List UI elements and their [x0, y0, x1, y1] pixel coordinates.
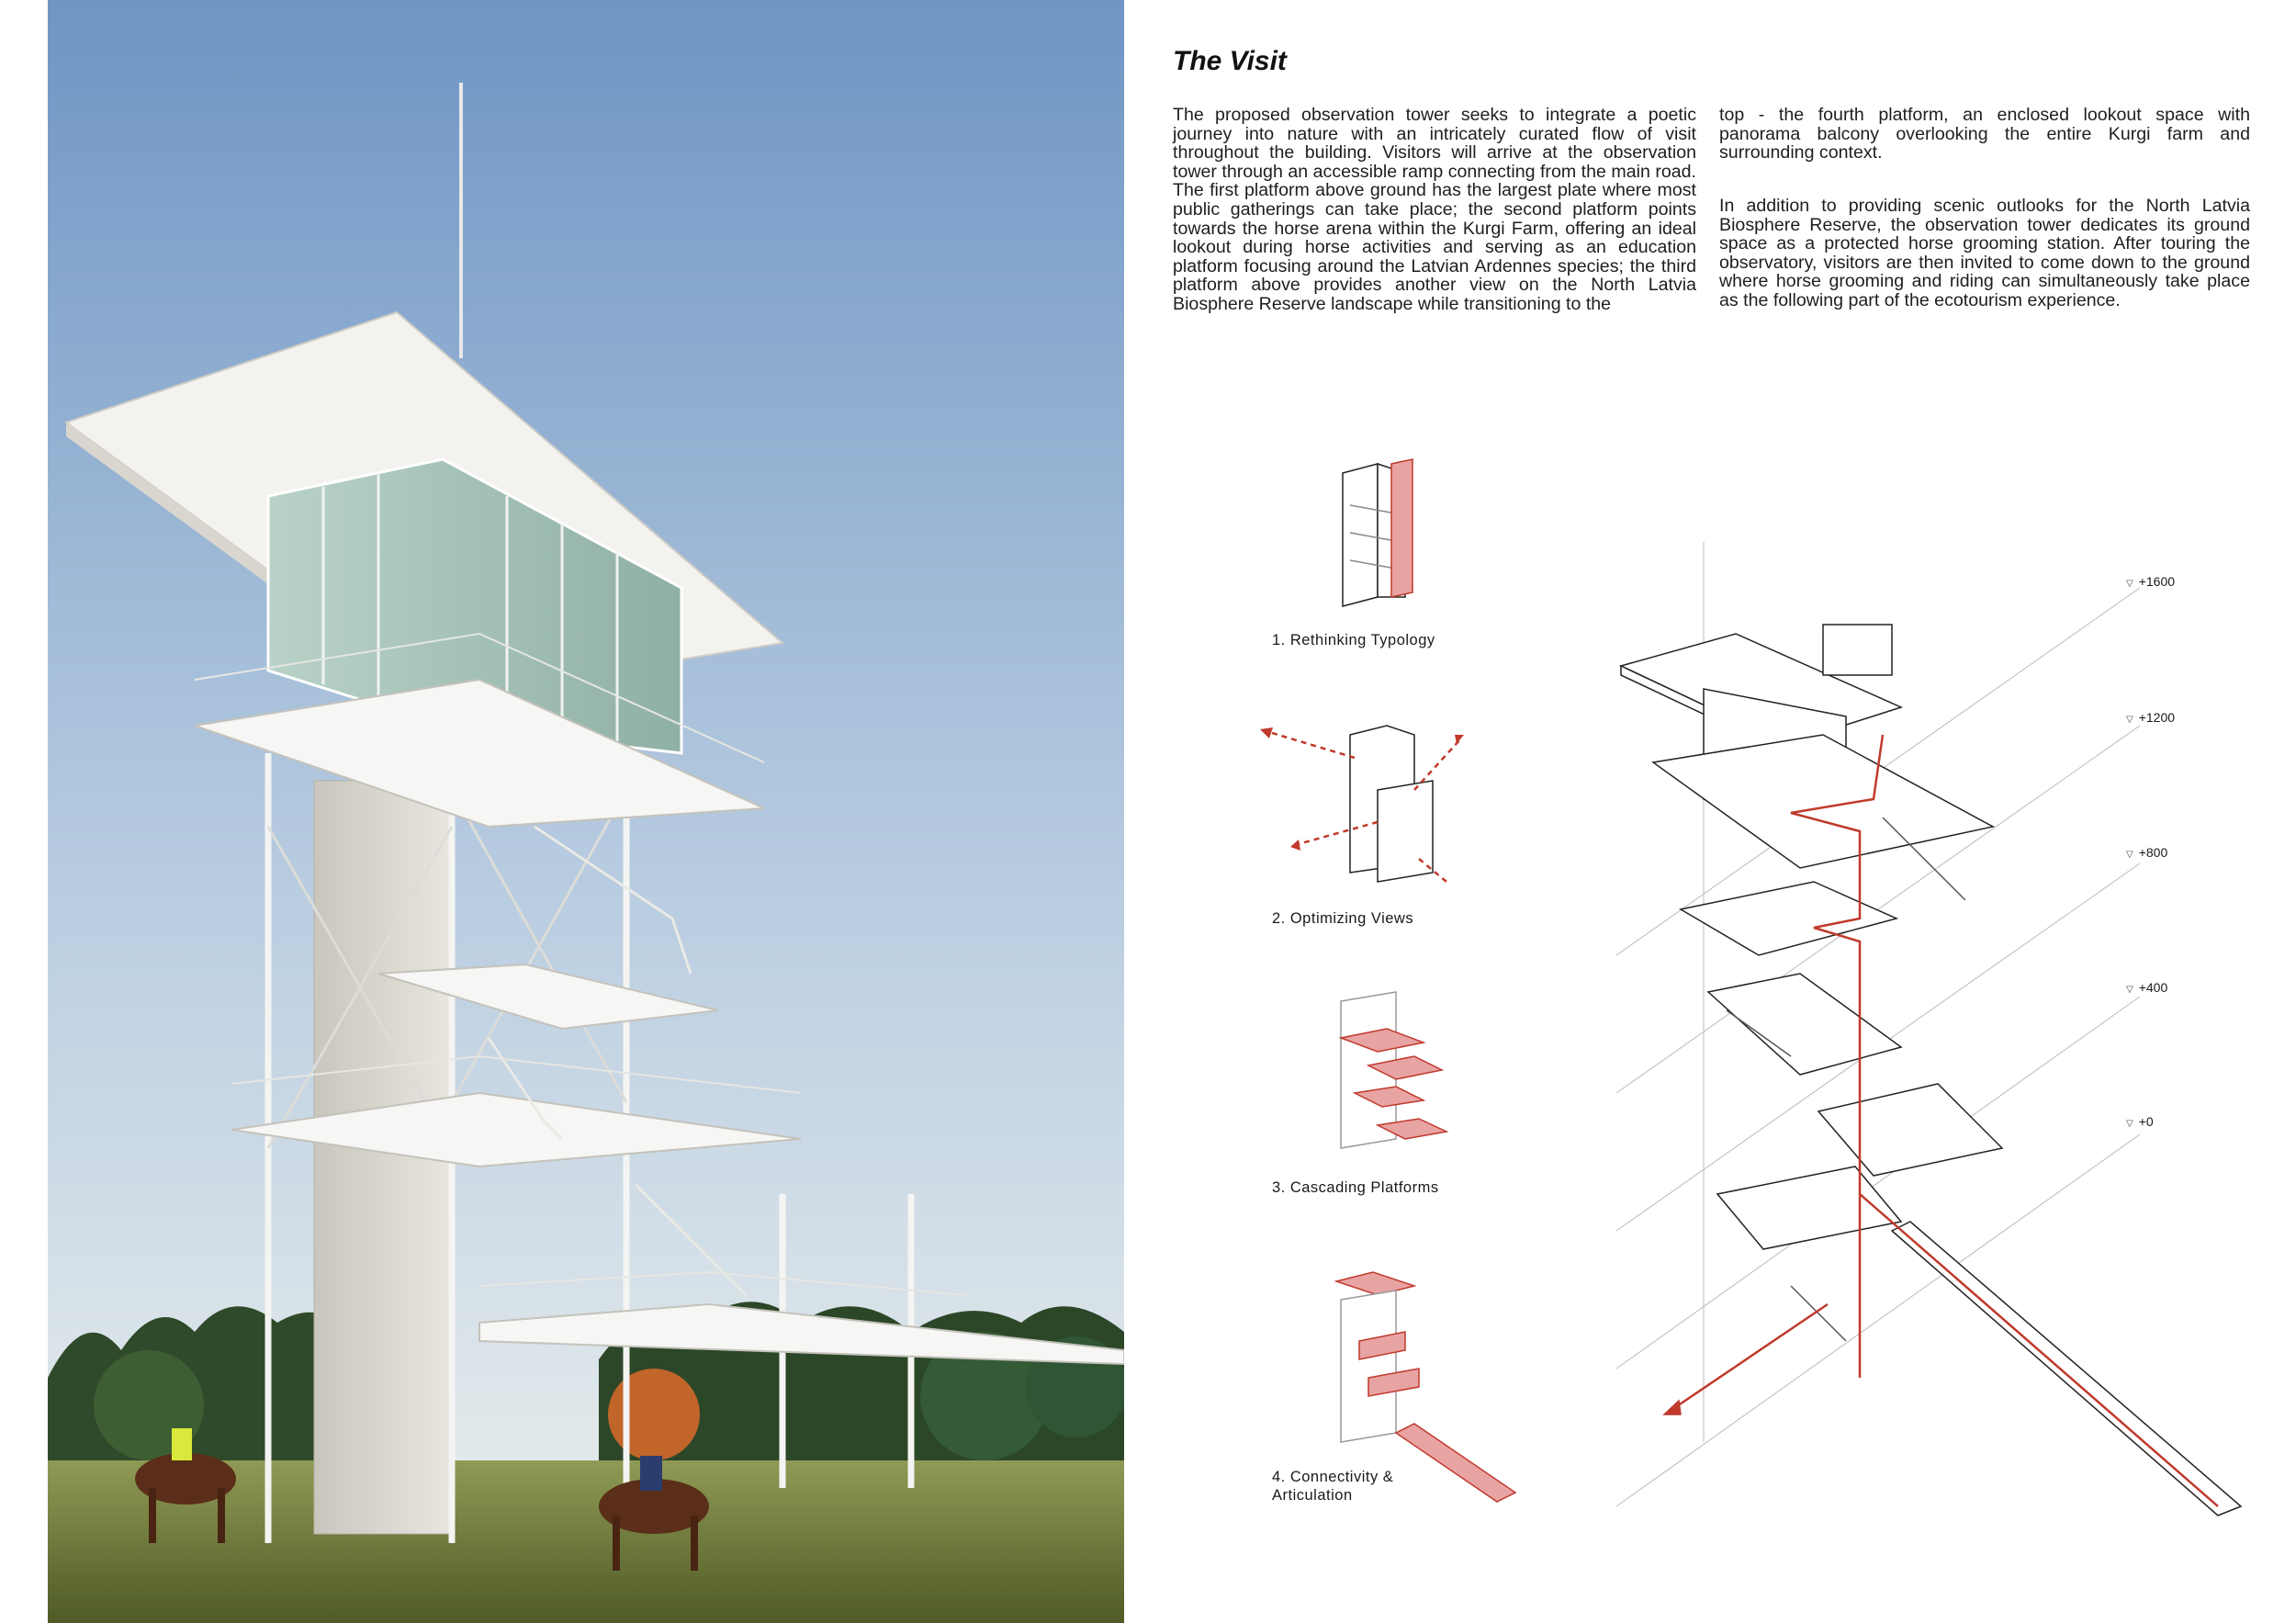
diagram-platforms: [1341, 992, 1446, 1148]
elevation-marker-800: ▽ +800: [2126, 845, 2168, 860]
body-column-2-intro: top - the fourth platform, an enclosed lookout space with panorama balcony overlooking the entire Kurgi farm and surrounding context.: [1719, 105, 2250, 163]
elevation-marker-1200: ▽ +1200: [2126, 710, 2176, 725]
body-column-1: The proposed observation tower seeks to integrate a poetic journey into nature with an intricately curated flow of visit throughout the building. Visitors will arrive at the observation tower through an accessible ramp connecting from the main road. The first platform above ground has the largest plate where most public gatherings can take place; the second platform points towards the horse arena within the Kurgi Farm, offering an ideal lookout during horse activities and serving as an education platform focusing around the Latvian Ardennes species; the third platform above provides another view on the North Latvia Biosphere Reserve landscape while transitioning to the: [1173, 105, 1696, 314]
level-marker-icon: ▽: [2126, 850, 2133, 860]
level-marker-icon: ▽: [2126, 715, 2133, 725]
elevation-marker-1600: ▽ +1600: [2126, 574, 2176, 589]
diagram-typology: [1343, 459, 1412, 606]
diagram-views: [1260, 726, 1464, 882]
level-marker-icon: ▽: [2126, 579, 2133, 589]
diagram-label-3: 3. Cascading Platforms: [1272, 1179, 1439, 1196]
page-title: The Visit: [1173, 46, 1287, 76]
body-column-2-main: In addition to providing scenic outlooks for the North Latvia Biosphere Reserve, the observation tower dedicates its ground space as a protected horse grooming station. After touring the observatory, visitors are then invited to come down to the ground where horse grooming and riding can simultaneously take place as the following part of the ecotourism experience.: [1719, 196, 2250, 310]
diagram-label-1: 1. Rethinking Typology: [1272, 632, 1435, 648]
main-axonometric: [1616, 542, 2241, 1516]
level-marker-icon: ▽: [2126, 985, 2133, 995]
level-marker-icon: ▽: [2126, 1119, 2133, 1129]
elevation-marker-400: ▽ +400: [2126, 980, 2168, 995]
elevation-marker-0: ▽ +0: [2126, 1114, 2154, 1129]
diagram-label-4: 4. Connectivity & Articulation: [1272, 1469, 1394, 1504]
diagram-label-2: 2. Optimizing Views: [1272, 910, 1414, 927]
